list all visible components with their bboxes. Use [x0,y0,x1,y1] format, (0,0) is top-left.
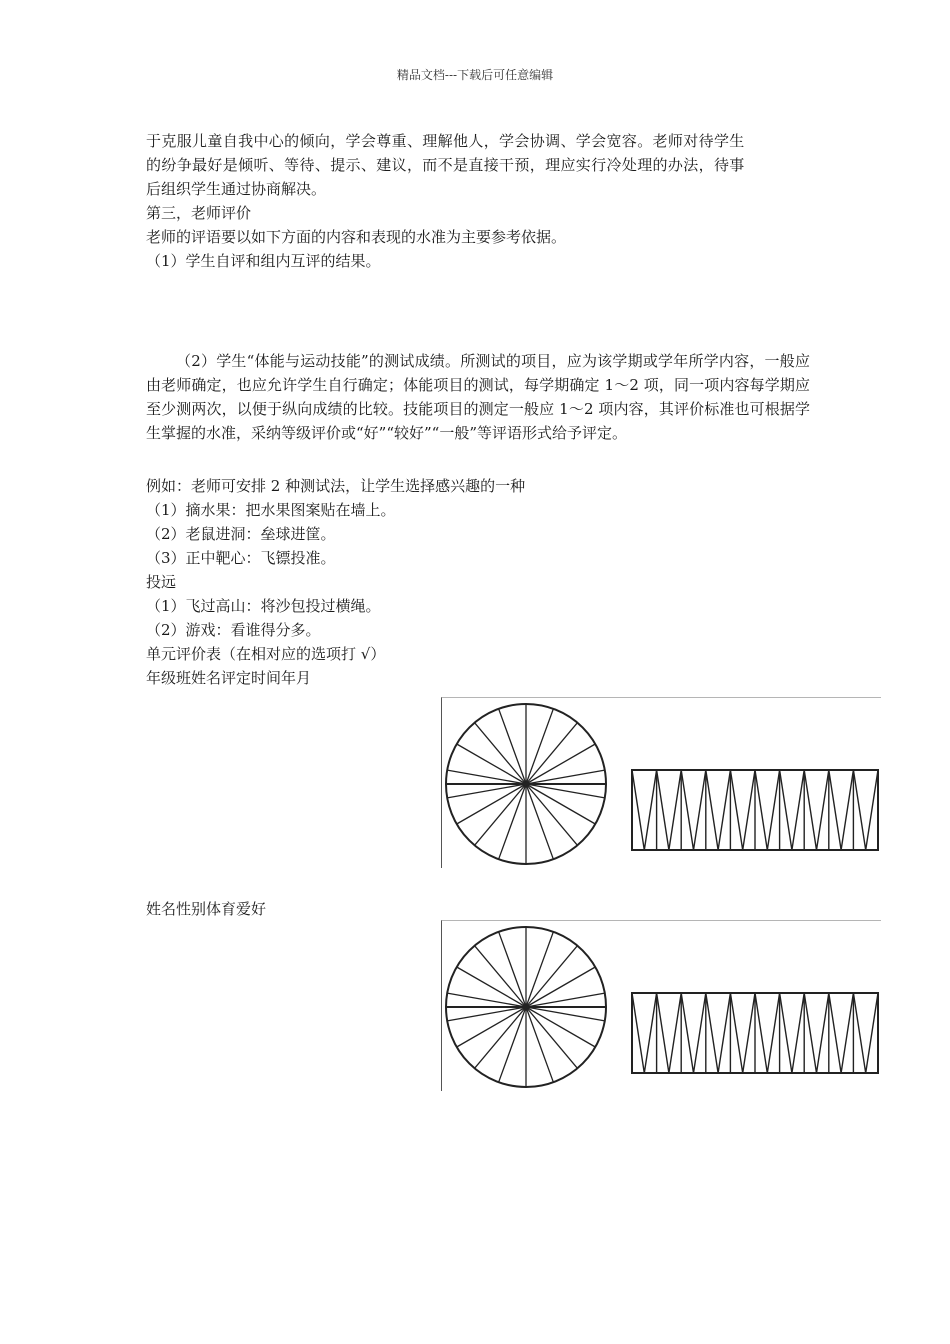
text-block-1 [146,129,810,273]
text-line: 单元评价表（在相对应的选项打 √） [146,645,386,663]
text-line: 例如：老师可安排 2 种测试法，让学生选择感兴趣的一种 [146,477,526,495]
wheel-spoke [499,784,526,859]
wheel-spoke [526,946,577,1007]
list-item: （1）摘水果：把水果图案贴在墙上。 [146,501,396,519]
wheel-spoke [526,784,577,845]
wheel-spoke [526,723,577,784]
list-item: （3）正中靶心：飞镖投准。 [146,549,336,567]
figure-drawing [442,921,881,1091]
text-line: 姓名性别体育爱好 [146,900,267,918]
text-line: 的纷争最好是倾听、等待、提示、建议，而不是直接干预，理应实行冷处理的办法，待事 [146,156,745,174]
wheel-spoke [526,1007,577,1068]
wheel-spoke [475,1007,526,1068]
section-heading: 第三，老师评价 [146,204,252,222]
wheel-spoke [475,784,526,845]
wheel-spoke [526,1007,553,1082]
wheel-spoke [499,1007,526,1082]
zigzag-pattern [632,770,878,850]
text-block-4 [146,897,810,921]
wheel-spoke [475,946,526,1007]
wheel-spoke [526,932,553,1007]
dartboard-wheel [446,927,606,1087]
text-line: 投远 [146,573,177,591]
target-and-zigzag-figure-1 [441,697,881,868]
list-item: （2）老鼠进洞：垒球进筐。 [146,525,336,543]
text-line: 后组织学生通过协商解决。 [146,180,327,198]
text-line: （1）学生自评和组内互评的结果。 [146,252,381,270]
wheel-spoke [526,709,553,784]
dartboard-wheel [446,704,606,864]
wheel-spoke [499,709,526,784]
text-line: 于克服儿童自我中心的倾向，学会尊重、理解他人，学会协调、学会宽容。老师对待学生 [146,132,745,150]
text-block-3 [146,474,810,690]
wheel-spoke [499,932,526,1007]
target-and-zigzag-figure-2 [441,920,881,1091]
figure-drawing [442,698,881,868]
text-line: 老师的评语要以如下方面的内容和表现的水准为主要参考依据。 [146,228,567,246]
wheel-spoke [526,784,553,859]
paragraph-test-scores: （2）学生“体能与运动技能”的测试成绩。所测试的项目，应为该学期或学年所学内容，一般应由老师确定，也应允许学生自行确定；体能项目的测试，每学期确定 1～2 项，同一项内容每学期应至少测两次，以便于纵向成绩的比较。技能项目的测定一般应 1～2 项内容，其评价标准也可根据学生掌握的水准，采纳等级评价或“好”“较好”“一般”等评语形式给予评定。 [146,352,810,442]
list-item: （1）飞过高山：将沙包投过横绳。 [146,597,381,615]
zigzag-pattern [632,993,878,1073]
text-line: 年级班姓名评定时间年月 [146,669,312,687]
wheel-spoke [475,723,526,784]
page-header: 精品文档---下载后可任意编辑 [396,68,554,82]
list-item: （2）游戏：看谁得分多。 [146,621,321,639]
